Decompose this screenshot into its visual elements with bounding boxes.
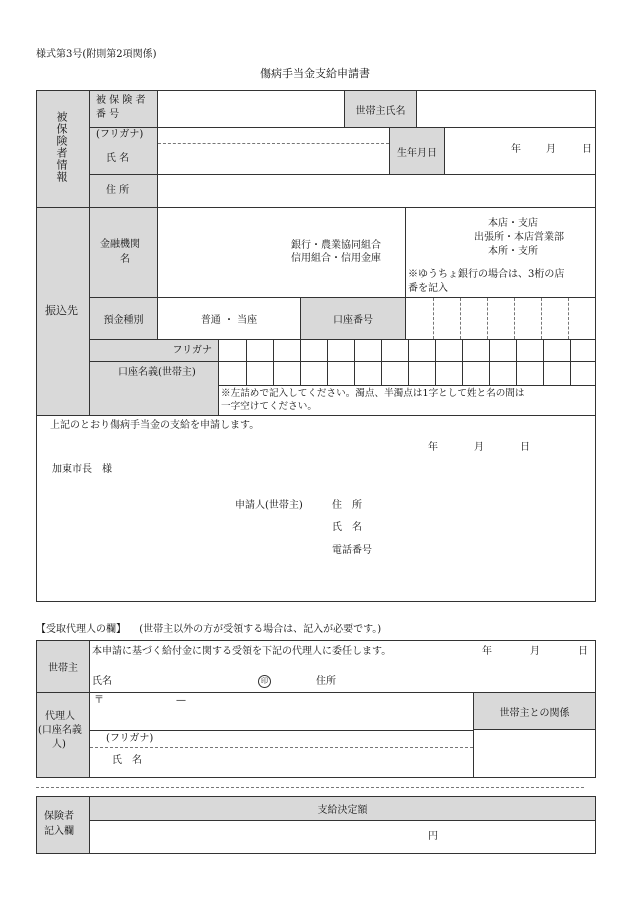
proxy-heading <box>36 624 381 636</box>
agent-label-line: 人) <box>52 739 66 750</box>
delegation-day: 日 <box>578 646 588 657</box>
deposit-type-select[interactable]: 普通 ・ 当座 <box>158 298 300 340</box>
form-number: 様式第3号(附則第2項関係) <box>36 49 157 60</box>
address-label: 住 所 <box>106 185 130 196</box>
postal-mark-icon: 〒 <box>94 695 104 706</box>
furigana-label: (フリガナ) <box>96 129 144 140</box>
agent-name-label: 氏 名 <box>112 755 142 766</box>
account-number-input[interactable] <box>406 298 595 340</box>
decided-amount-input[interactable] <box>90 821 595 853</box>
insured-number-input[interactable] <box>158 91 344 128</box>
application-month: 月 <box>474 442 484 453</box>
head-name-input[interactable] <box>417 91 595 128</box>
insured-address-label <box>90 175 158 208</box>
name-label: 氏 名 <box>106 153 130 164</box>
yucho-note: 番を記入 <box>408 283 448 294</box>
relation-label: 世帯主との関係 <box>474 693 595 730</box>
head-signature-address-label: 住所 <box>316 676 336 687</box>
branch-input[interactable] <box>406 208 595 298</box>
birth-date-input[interactable] <box>445 128 595 175</box>
applicant-label: 申請人(世帯主) <box>235 500 303 511</box>
section-divider <box>36 787 584 788</box>
bank-section-label <box>37 208 90 416</box>
applicant-phone-label: 電話番号 <box>332 545 372 556</box>
insurer-label-line: 記入欄 <box>44 826 74 837</box>
relation-input[interactable] <box>474 730 595 777</box>
birth-year-unit: 年 <box>511 144 521 155</box>
insured-name-input[interactable] <box>158 128 389 175</box>
proxy-head-label: 世帯主 <box>37 641 90 693</box>
holder-label-text: 口座名義(世帯主) <box>118 367 196 378</box>
delegation-text: 本申請に基づく給付金に関する受領を下記の代理人に委任します。 <box>92 646 392 657</box>
holder-note <box>219 386 595 416</box>
bank-section-text: 振込先 <box>45 304 78 317</box>
insured-name-label <box>90 128 158 175</box>
delegation-area[interactable] <box>90 641 595 693</box>
yucho-note: ※ゆうちょ銀行の場合は、3桁の店 <box>408 269 565 280</box>
holder-kana-grid[interactable] <box>219 340 595 362</box>
birth-day-unit: 日 <box>582 144 592 155</box>
agent-label-line: (口座名義 <box>38 725 82 736</box>
holder-name-grid[interactable] <box>219 362 595 386</box>
insurer-label-line: 保険者 <box>44 811 74 822</box>
postal-dash: — <box>176 695 186 706</box>
label-line: 金融機関 <box>100 239 140 250</box>
kana-label-text: フリガナ <box>172 345 212 356</box>
branch-types-line: 出張所・本店営業部 <box>474 232 564 243</box>
institution-types-line: 信用組合・信用金庫 <box>291 253 381 264</box>
application-year: 年 <box>428 442 438 453</box>
insured-section-label <box>37 91 90 208</box>
holder-note-line: 一字空けてください。 <box>221 401 317 412</box>
branch-types-line: 本店・支店 <box>488 218 538 229</box>
applicant-address-label: 住 所 <box>332 500 362 511</box>
holder-note-line: ※左詰めで記入してください。濁点、半濁点は1字として姓と名の間は <box>221 388 525 399</box>
delegation-month: 月 <box>530 646 540 657</box>
application-statement: 上記のとおり傷病手当金の支給を申請します。 <box>50 420 260 431</box>
institution-types-line: 銀行・農業協同組合 <box>291 240 381 251</box>
delegation-year: 年 <box>482 646 492 657</box>
addressee: 加東市長 様 <box>52 464 112 475</box>
account-number-label: 口座番号 <box>300 298 406 340</box>
label-line: 番 号 <box>96 109 120 120</box>
holder-name-label <box>90 362 219 416</box>
institution-label <box>90 208 158 298</box>
decided-amount-label: 支給決定額 <box>90 797 595 821</box>
holder-kana-label <box>90 340 219 362</box>
application-day: 日 <box>520 442 530 453</box>
applicant-name-label: 氏 名 <box>332 522 362 533</box>
head-name-label: 世帯主氏名 <box>344 91 417 128</box>
proxy-heading-note: (世帯主以外の方が受領する場合は、記入が必要です。) <box>139 624 382 635</box>
page-title: 傷病手当金支給申請書 <box>260 67 370 80</box>
agent-label-line: 代理人 <box>45 711 75 722</box>
deposit-type-label: 預金種別 <box>90 298 158 340</box>
insured-number-label <box>90 91 158 128</box>
agent-label <box>37 693 90 777</box>
head-signature-name-label: 氏名 <box>92 676 112 687</box>
insured-address-input[interactable] <box>158 175 595 208</box>
branch-types-line: 本所・支所 <box>488 246 538 257</box>
insurer-label <box>37 797 90 853</box>
institution-input[interactable] <box>158 208 406 298</box>
yen-unit: 円 <box>428 831 438 842</box>
label-line: 名 <box>120 254 130 265</box>
birth-label: 生年月日 <box>389 128 445 175</box>
label-line: 被 保 険 者 <box>96 95 146 106</box>
agent-details-input[interactable] <box>90 693 474 777</box>
proxy-heading-text: 【受取代理人の欄】 <box>36 624 126 635</box>
agent-furigana-label: (フリガナ) <box>106 733 154 744</box>
insured-section-text: 被保険者情報 <box>55 111 68 183</box>
seal-mark: 印 <box>258 675 271 688</box>
birth-month-unit: 月 <box>546 144 556 155</box>
